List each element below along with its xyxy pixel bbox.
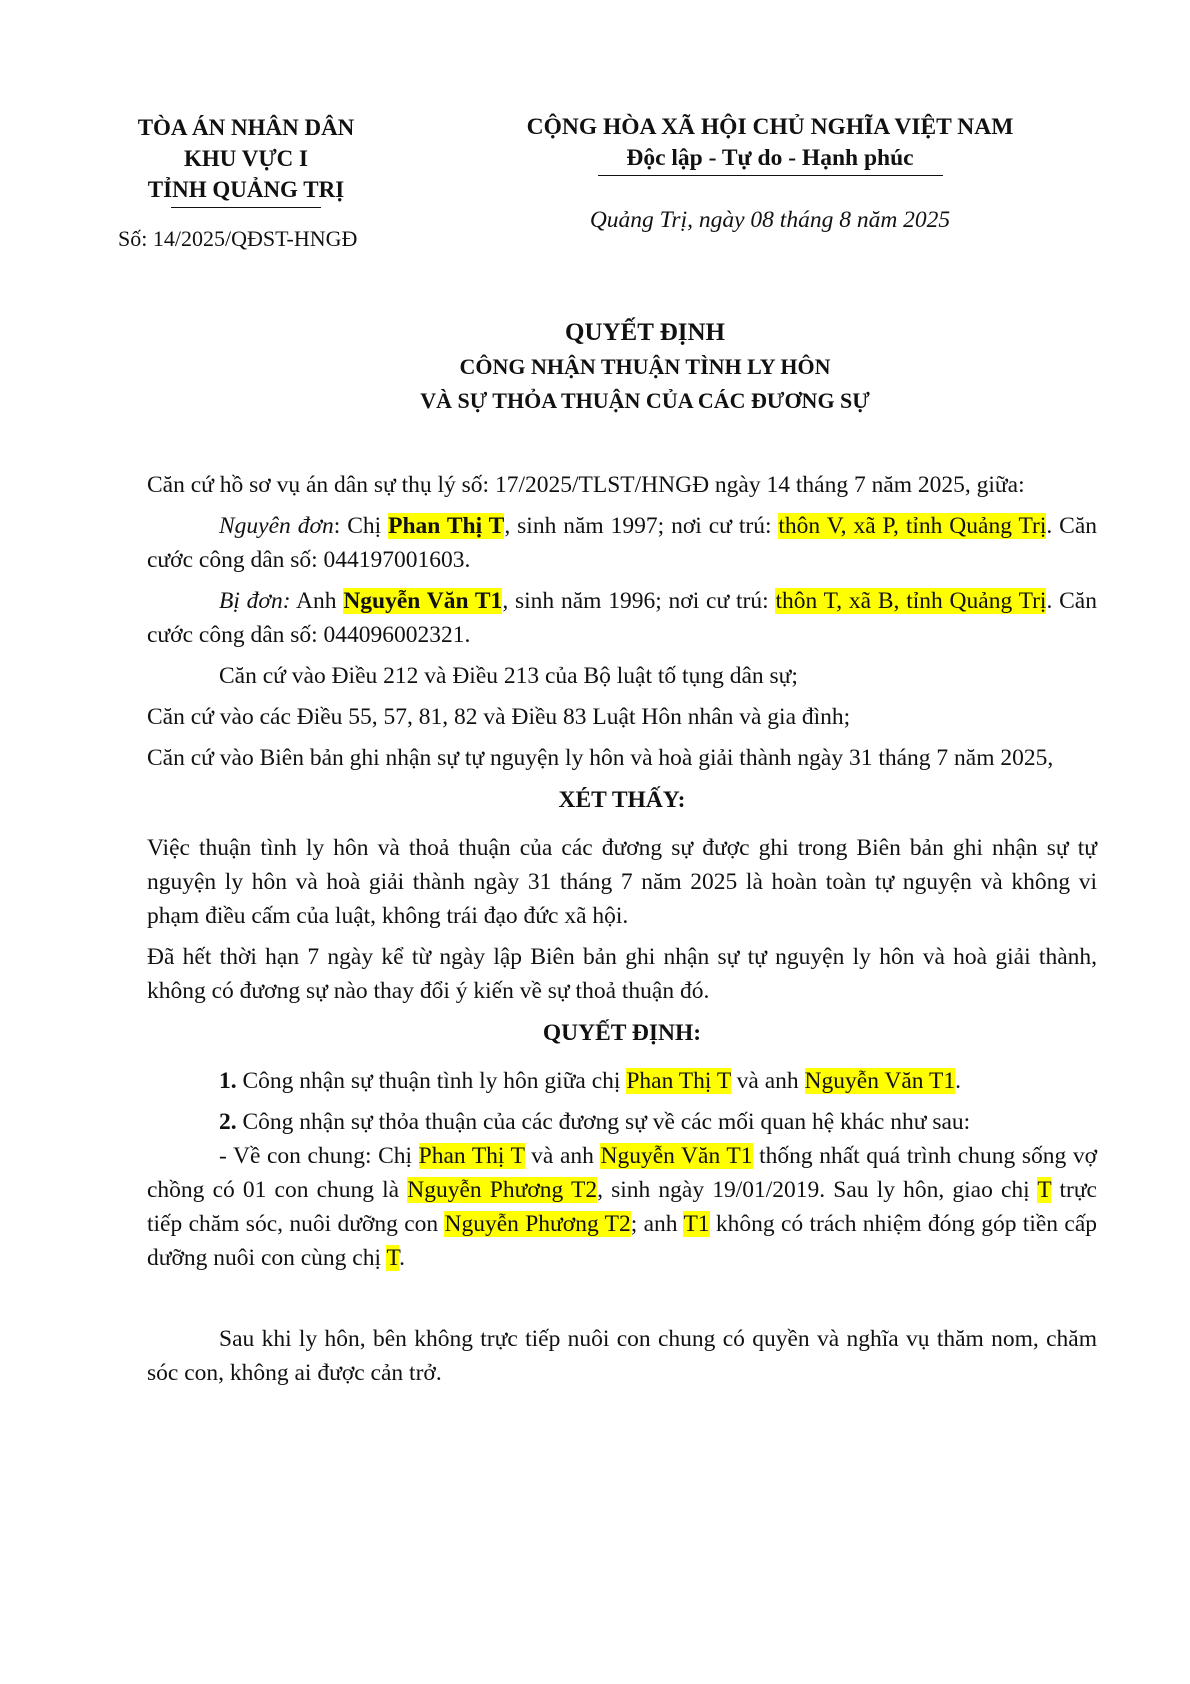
- section-quyet-dinh: QUYẾT ĐỊNH:: [542, 1020, 702, 1046]
- visitation-paragraph: Sau khi ly hôn, bên không trực tiếp nuôi con chung có quyền và nghĩa vụ thăm nom, chăm sóc con, không ai được cản trở.: [147, 1326, 1097, 1386]
- court-province: TỈNH QUẢNG TRỊ: [147, 177, 345, 202]
- title-line1: QUYẾT ĐỊNH: [565, 319, 725, 346]
- child-custody-paragraph: - Về con chung: Chị Phan Thị T và anh Nguyễn Văn T1 thống nhất quá trình chung sống vợ chồng có 01 con chung là Nguyễn Phương T2, sinh ngày 19/01/2019. Sau ly hôn, giao chị T trực tiếp chăm sóc, nuôi dưỡng con Nguyễn Phương T2; anh T1 không có trách nhiệm đóng góp tiền cấp dưỡng nuôi con cùng chị T.: [147, 1143, 1097, 1271]
- defendant-name: Nguyễn Văn T1: [343, 588, 503, 614]
- decision-item-1: 1. Công nhận sự thuận tình ly hôn giữa chị Phan Thị T và anh Nguyễn Văn T1.: [219, 1068, 961, 1094]
- document-body: [147, 468, 1097, 1397]
- document-number: Số: 14/2025/QĐST-HNGĐ: [118, 226, 358, 251]
- defendant-address: thôn T, xã B, tỉnh Quảng Trị: [775, 588, 1047, 614]
- court-underline: [171, 207, 321, 208]
- court-name: TÒA ÁN NHÂN DÂN: [137, 115, 355, 140]
- basis-family-law: Căn cứ vào các Điều 55, 57, 81, 82 và Điều 83 Luật Hôn nhân và gia đình;: [147, 704, 851, 730]
- spacer: [147, 1282, 1097, 1322]
- item1-name-wife: Phan Thị T: [626, 1068, 731, 1094]
- decision-item-2: 2. Công nhận sự thỏa thuận của các đương sự về các mối quan hệ khác như sau:: [219, 1109, 971, 1135]
- child-name: Nguyễn Phương T2: [407, 1177, 598, 1203]
- issue-date: Quảng Trị, ngày 08 tháng 8 năm 2025: [589, 207, 951, 233]
- child-para-husband: Nguyễn Văn T1: [600, 1143, 753, 1169]
- child-name-2: Nguyễn Phương T2: [444, 1211, 631, 1237]
- court-area: KHU VỰC I: [184, 146, 308, 171]
- plaintiff-address: thôn V, xã P, tỉnh Quảng Trị: [778, 513, 1047, 539]
- basis-record: Căn cứ vào Biên bản ghi nhận sự tự nguyện ly hôn và hoà giải thành ngày 31 tháng 7 năm 2025,: [147, 745, 1054, 771]
- motto-underline: [598, 175, 943, 176]
- motto: Độc lập - Tự do - Hạnh phúc: [626, 145, 914, 171]
- defendant-paragraph: Bị đơn: Anh Nguyễn Văn T1, sinh năm 1996; nơi cư trú: thôn T, xã B, tỉnh Quảng Trị. Căn cước công dân số: 044096002321.: [147, 588, 1097, 648]
- plaintiff-name: Phan Thị T: [388, 513, 505, 539]
- defendant-label: Bị đơn:: [219, 588, 291, 614]
- xet-thay-paragraph-2: Đã hết thời hạn 7 ngày kể từ ngày lập Biên bản ghi nhận sự tự nguyện ly hôn và hoà giải thành, không có đương sự nào thay đổi ý kiến về sự thoả thuận đó.: [147, 944, 1097, 1004]
- case-paragraph: Căn cứ hồ sơ vụ án dân sự thụ lý số: 17/2025/TLST/HNGĐ ngày 14 tháng 7 năm 2025, giữa:: [147, 472, 1025, 498]
- court-header: [106, 112, 386, 208]
- plaintiff-label: Nguyên đơn: [219, 513, 334, 539]
- item1-name-husband: Nguyễn Văn T1: [804, 1068, 956, 1094]
- document-title: [100, 316, 1190, 418]
- section-xet-thay: XÉT THẤY:: [558, 787, 686, 813]
- basis-civil-procedure: Căn cứ vào Điều 212 và Điều 213 của Bộ luật tố tụng dân sự;: [219, 663, 798, 689]
- xet-thay-paragraph-1: Việc thuận tình ly hôn và thoả thuận của các đương sự được ghi trong Biên bản ghi nhận sự tự nguyện ly hôn và hoà giải thành ngày 31 tháng 7 năm 2025 là hoàn toàn tự nguyện và không vi phạm điều cấm của luật, không trái đạo đức xã hội.: [147, 835, 1097, 929]
- title-line2: CÔNG NHẬN THUẬN TÌNH LY HÔN: [459, 354, 831, 379]
- child-para-wife: Phan Thị T: [418, 1143, 525, 1169]
- nation-name: CỘNG HÒA XÃ HỘI CHỦ NGHĨA VIỆT NAM: [526, 114, 1014, 140]
- plaintiff-paragraph: Nguyên đơn: Chị Phan Thị T, sinh năm 1997; nơi cư trú: thôn V, xã P, tỉnh Quảng Trị. Căn cước công dân số: 044197001603.: [147, 513, 1098, 573]
- nation-header: [480, 112, 1060, 176]
- title-line3: VÀ SỰ THỎA THUẬN CỦA CÁC ĐƯƠNG SỰ: [420, 388, 870, 413]
